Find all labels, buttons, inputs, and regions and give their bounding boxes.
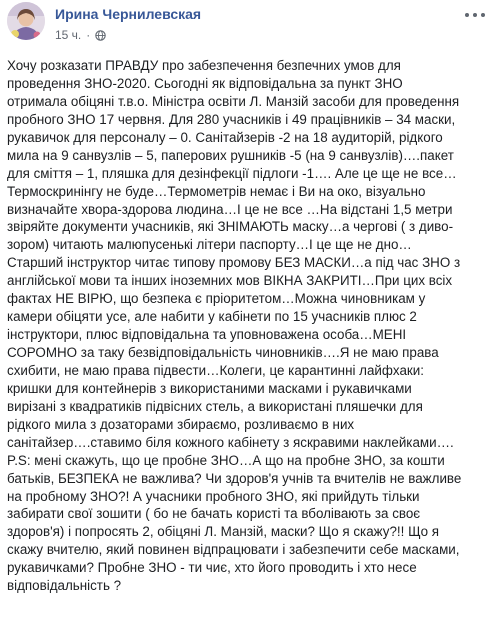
more-options-icon[interactable] [465, 9, 485, 21]
author-name-link[interactable]: Ирина Чернилевская [55, 6, 202, 22]
post-text-line: камери обіцяти усе, але набити у кабінети по 15 учасників плюс 2 [7, 309, 417, 325]
post-text-line: пробного ЗНО 17 червня. Для 280 учасників і 49 працівників – 34 маски, [7, 111, 456, 127]
post-meta [55, 28, 106, 42]
menu-dot [465, 13, 469, 17]
author-avatar[interactable] [7, 2, 45, 40]
post-text-line: рідкого мила з дозаторами збираємо, розливаємо в них [7, 416, 355, 432]
menu-dot [481, 13, 485, 17]
post-text-line: отримала обіцяні т.в.о. Міністра освіти Л. Манзій засоби для проведення [7, 93, 460, 109]
post-body-text [7, 57, 491, 595]
post-text-line: на пробному ЗНО?! А учасники пробного ЗНО, які прийдуть тільки [7, 488, 420, 504]
post-text-line: інструктори, плюс відповідальна та уповноважена особа…МЕНІ [7, 327, 407, 343]
post-text-line: проведення ЗНО-2020. Сьогодні як відповідальна за пункт ЗНО [7, 75, 403, 91]
post-text-line: Старший інструктор читає типову промову БЕЗ МАСКИ…а під час ЗНО з [7, 255, 461, 271]
menu-dot [473, 13, 477, 17]
post-text-line: Термоскринінгу не буде…Термометрів немає і Ви на око, візуально [7, 183, 426, 199]
post-text-line: для сміття – 1, пляшка для дезінфекції підлоги -1…. Але це ще не все… [7, 165, 457, 181]
post-timestamp-link[interactable]: 15 ч. [55, 28, 82, 42]
post-text-line: P.S: мені скажуть, що це пробне ЗНО…А що на пробне ЗНО, за кошти [7, 452, 445, 468]
post-text-line: англійської мови та інших іноземних мов ВІКНА ЗАКРИТІ…При цих всіх [7, 273, 453, 289]
post-text-line: рукавичками? Пробне ЗНО - ти чиє, хто його проводить і хто несе [7, 560, 417, 576]
post-text-line: рукавичок для персоналу – 0. Санітайзерів -2 на 18 аудиторій, рідкого [7, 129, 443, 145]
post-text-line: визначайте хвора-здорова людина…І це не все …На відстані 1,5 метри [7, 201, 453, 217]
post-text-line: звіряйте документи учасників, які ЗНІМАЮТЬ маску…а чергові ( з диво- [7, 219, 454, 235]
post-text-line: батьків, БЕЗПЕКА не важлива? Чи здоров'я учнів та вчителів не важливе [7, 470, 462, 486]
meta-separator: · [86, 28, 91, 42]
post-header [0, 0, 494, 50]
avatar-photo [7, 2, 45, 40]
globe-icon[interactable] [95, 30, 106, 41]
post-text-line: СОРОМНО за таку безвідповідальність чиновників….Я не маю права [7, 345, 439, 360]
post-text-line: фактах НЕ ВІРЮ, що безпека є пріоритетом…Можна чиновникам у [7, 291, 426, 307]
post-text-line: Хочу розказати ПРАВДУ про забезпечення безпечних умов для [7, 58, 401, 73]
post-text-line: зором) читають малюпусенькі літери паспорту…І це ще не дно… [7, 237, 412, 253]
post-text-line: скажу вчителю, який повинен відпрацювати і забезпечити себе масками, [7, 542, 460, 558]
post-text-line: мила на 9 санвузлів – 5, паперових рушників -5 (на 9 санвузлів)….пакет [7, 147, 454, 163]
post-text-line: санітайзер….ставимо біля кожного кабінету з яскравими наклейками…. [7, 434, 454, 450]
post-text-line: кришки для контейнерів з використаними масками і рукавичками [7, 380, 412, 396]
post-text-line: здоров'я) і попросять 2, обіцяні Л. Манзій, маски? Що я скажу?!! Що я [7, 524, 440, 540]
post-text-line: відповідальність ? [7, 578, 122, 594]
post-text-line: забирати свої зошити ( бо не бачать користі та вболівають за своє [7, 506, 421, 522]
post-text-line: вирізані з квадратиків підвісних стель, а використані пляшечки для [7, 398, 423, 414]
post-text-line: схибити, не маю права підвести…Колеги, це карантинні лайфхаки: [7, 362, 424, 378]
